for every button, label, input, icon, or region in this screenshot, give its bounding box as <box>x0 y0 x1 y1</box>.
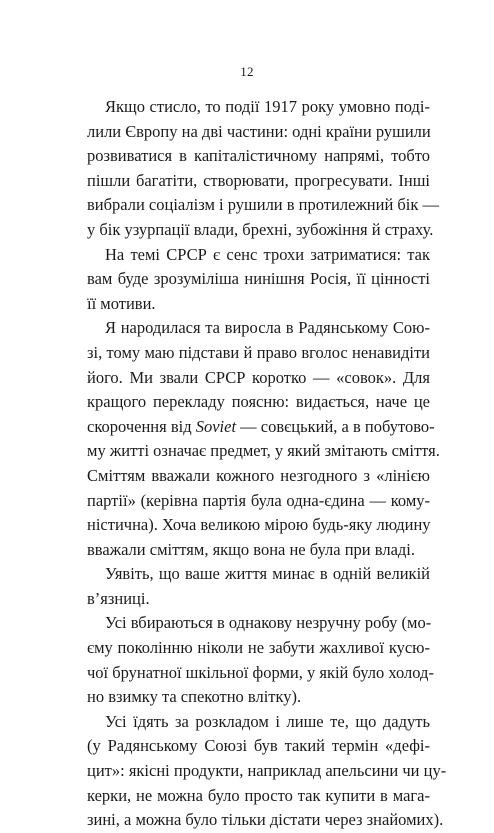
text-segment: — совєцький, а в побутово- <box>236 416 435 436</box>
text-line: зині, а можна було тільки дістати через знайомих). <box>87 810 444 830</box>
text-line: вибрали соціалізм і рушили в протилежний бік — <box>87 195 440 215</box>
text-line: му житті означає предмет, у який змітають сміття. <box>87 441 440 461</box>
paragraph-5 <box>87 611 434 709</box>
text-line: Я народилася та виросла в Радянському Сою- <box>105 318 430 338</box>
text-line: цит»: якісні продукти, наприклад апельсини чи цу- <box>87 761 447 781</box>
paragraph-4 <box>87 562 430 611</box>
text-line: На темі СРСР є сенс трохи затриматися: так <box>105 244 430 264</box>
text-line: ністична). Хоча великою мірою будь-яку людину <box>87 515 431 535</box>
text-line: Уявіть, що ваше життя минає в одній великій <box>105 564 430 584</box>
text-line: її мотиви. <box>87 293 156 313</box>
text-line: чої брунатної шкільної форми, у якій було холод- <box>87 662 434 682</box>
paragraph-2 <box>87 243 430 317</box>
text-line-with-italic <box>87 415 435 440</box>
paragraph-1 <box>87 95 440 243</box>
text-line: в’язниці. <box>87 588 150 608</box>
text-line: (у Радянському Союзі був такий термін «дефі- <box>87 736 430 756</box>
text-line: но взимку та спекотно влітку). <box>87 687 302 707</box>
text-line: єму поколінню ніколи не забути жахливої кусю- <box>87 638 430 658</box>
text-line: Сміттям вважали кожного незгодного з «лінією <box>87 465 430 485</box>
text-line: Усі вбираються в однакову незручну робу (мо- <box>105 613 432 633</box>
body-text <box>87 95 447 833</box>
text-line: Якщо стисло, то події 1917 року умовно поді- <box>105 97 430 116</box>
text-line: у бік узурпації влади, брехні, зубожіння й страху. <box>87 219 434 239</box>
text-line: керки, не можна було просто так купити в мага- <box>87 785 430 805</box>
text-segment: скорочення від <box>87 416 196 436</box>
text-line: вам буде зрозуміліша нинішня Росія, її цінності <box>87 269 430 289</box>
text-line: лили Європу на дві частини: одні країни рушили <box>87 121 431 141</box>
paragraph-3 <box>87 316 440 562</box>
text-line: Усі їдять за розкладом і лише те, що дадуть <box>105 711 430 731</box>
paragraph-6 <box>87 710 447 833</box>
text-line: зі, тому маю підстави й право вголос ненавидіти <box>87 342 430 362</box>
page-number: 12 <box>240 64 254 79</box>
text-line: вважали сміттям, якщо вона не була при владі. <box>87 539 415 559</box>
text-line: партії» (керівна партія була одна-єдина — кому- <box>87 490 430 510</box>
text-line: кращого перекладу поясню: видається, наче це <box>87 392 430 412</box>
italic-word: Soviet <box>195 416 237 436</box>
text-line: розвиватися в капіталістичному напрямі, тобто <box>87 146 430 166</box>
text-line: його. Ми звали СРСР коротко — «совок». Для <box>87 367 430 387</box>
text-line: пішли багатіти, створювати, прогресувати. Інші <box>87 170 430 190</box>
